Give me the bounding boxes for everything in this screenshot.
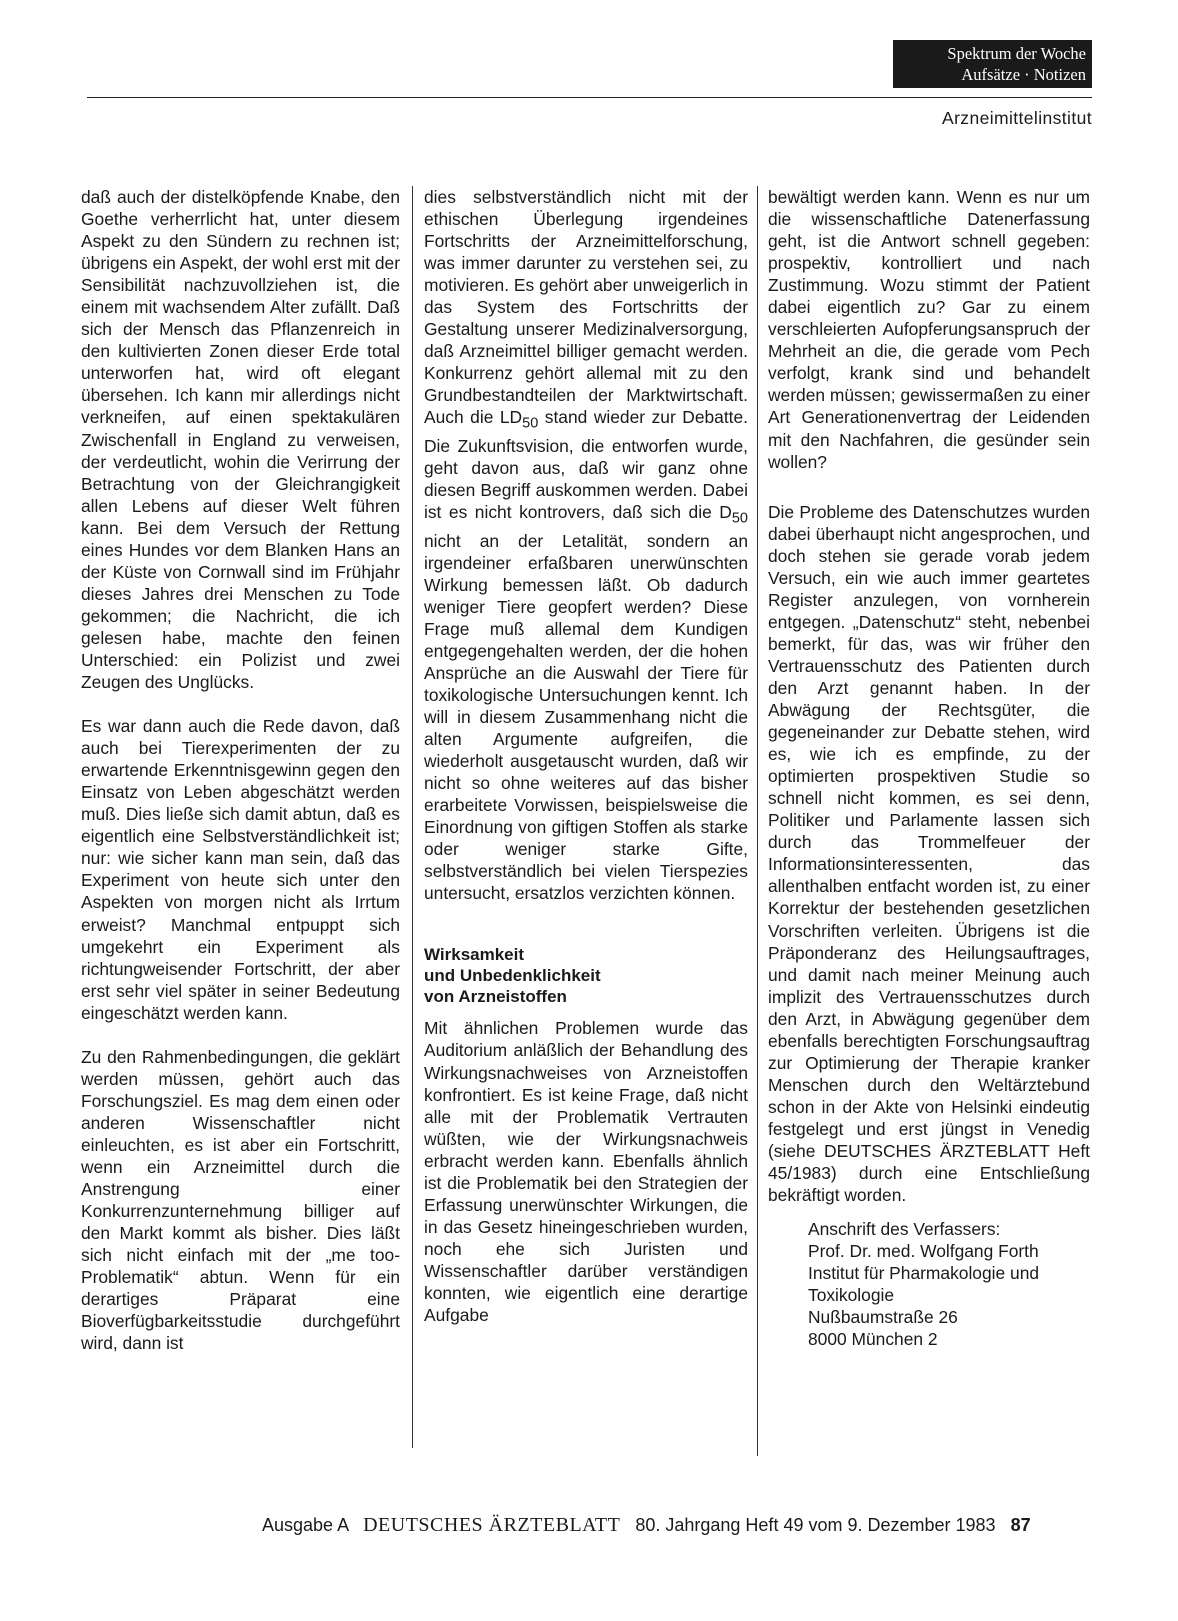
paragraph: Es war dann auch die Rede davon, daß auch bei Tierexperimenten der zu erwartende Erkenntnisgewinn gegen den Einsatz von Leben abgeschätzt werden muß. Dies ließe sich damit abtun, daß es eigentlich eine Selbstverständlichkeit ist; nur: wie sicher kann man sein, daß das Experiment von heute sich unter den Aspekten von morgen nicht als Irrtum erweist? Manchmal entpuppt sich umgekehrt ein Experiment als richtungweisender Fortschritt, der aber erst sehr viel später in seiner Bedeutung eingeschätzt werden kann. [81,716,400,1023]
text-column-2 [424,186,748,1326]
footer-issue: 80. Jahrgang Heft 49 vom 9. Dezember 1983 [635,1515,996,1535]
text-column-1 [81,186,400,1354]
header-badge-line1: Spektrum der Woche [947,44,1086,63]
subscript-50: 50 [522,415,539,432]
address-line: Nußbaumstraße 26 [808,1307,958,1328]
address-line: Prof. Dr. med. Wolfgang Forth [808,1241,1039,1262]
header-badge [893,40,1092,88]
address-label: Anschrift des Verfassers: [808,1219,1001,1240]
address-line: Institut für Pharmakologie und [808,1263,1040,1284]
paragraph: bewältigt werden kann. Wenn es nur um die wissenschaftliche Datenerfassung geht, ist die Antwort schnell gegeben: prospektiv, kontrolliert und nach Zustimmung. Wozu stimmt der Patient dabei eigentlich zu? Gar zu einem verschleierten Aufopferungsanspruch der Mehrheit an die, die gerade vom Pech verfolgt, krank sind und behandelt werden müssen; gewissermaßen zu einer Art Generationenvertrag der Leidenden mit den Nachfahren, die gesünder sein wollen? [768,187,1090,472]
page-footer [262,1514,1031,1537]
paragraph: Die Probleme des Datenschutzes wurden dabei überhaupt nicht angesprochen, und doch stehen sie gerade vorab jedem Versuch, ein wie auch immer geartetes Register anzulegen, von vornherein entgegen. „Datenschutz“ steht, nebenbei bemerkt, für das, was wir früher den Vertrauensschutz des Patienten durch den Arzt genannt haben. In der Abwägung der Rechtsgüter, die gegeneinander zur Debatte stehen, wird es, wie ich es empfinde, zu der optimierten prospektiven Studie so schnell nicht kommen, es sei denn, Politiker und Parlamente lassen sich durch das Trommelfeuer der Informationsinteressenten, das allenthalben entfacht worden ist, zu einer Korrektur der bestehenden gesetzlichen Vorschriften verleiten. Übrigens ist die Präponderanz des Heilungsauftrages, und damit nach meiner Meinung auch implizit des Vertrauensschutzes durch den Arzt, in Abwägung gegenüber dem ebenfalls berechtigten Forschungsauftrag zur Optimierung der Therapie kranker Menschen durch den Weltärztebund schon in der Akte von Helsinki eindeutig festgelegt und erst jüngst in Venedig (siehe DEUTSCHES ÄRZTEBLATT Heft 45/1983) durch eine Entschließung bekräftigt worden. [768,501,1090,1206]
author-address [808,1218,1090,1350]
section-label: Arzneimittelinstitut [942,108,1092,128]
paragraph: Mit ähnlichen Problemen wurde das Auditorium anläßlich der Behandlung des Wirkungsnachweises von Arzneistoffen konfrontiert. Es ist keine Frage, daß nicht alle mit der Problematik Vertrauten wüßten, wie der Wirkungsnachweis erbracht werden kann. Ebenfalls ähnlich ist die Problematik bei den Strategien der Erfassung unerwünschter Wirkungen, die in das Gesetz hineingeschrieben wurden, noch ehe sich Juristen und Wissenschaftler darüber verständigen konnten, wie eigentlich eine derartige Aufgabe [424,1018,748,1326]
text-column-3 [768,186,1090,1350]
footer-journal: DEUTSCHES ÄRZTEBLATT [363,1514,621,1536]
address-line: Toxikologie [808,1285,895,1306]
column-divider [412,186,413,1448]
header-rule [87,97,1092,98]
paragraph: dies selbstverständlich nicht mit der ethischen Überlegung irgendeines Fortschritts der Arzneimittelforschung, was immer darunter zu verstehen sei, zu motivieren. Es gehört aber unweigerlich in das System des Fortschritts der Gestaltung unserer Medizinalversorgung, daß Arzneimittel billiger gemacht werden. Konkurrenz gehört allemal mit zu den Grundbestandteilen der Marktwirtschaft. Auch die $LD_{50}$ stand wieder zur Debatte. Die Zukunftsvision, die entworfen wurde, geht davon aus, daß wir ganz ohne diesen Begriff auskommen werden. Dabei ist es nicht kontrovers, daß sich die $D_{50}$ nicht an der Letalität, sondern an irgendeiner erfaßbaren unerwünschten Wirkung bemessen läßt. Ob dadurch weniger Tiere geopfert werden? Diese Frage muß allemal dem Kundigen entgegengehalten werden, der die hohen Ansprüche an die Auswahl der Tiere für toxikologische Untersuchungen kennt. Ich will in diesem Zusammenhang nicht die alten Argumente aufgreifen, die wiederholt ausgetauscht wurden, daß wir nicht so ohne weiteres auf das bisher erarbeitete Vorwissen, beispielsweise die Einordnung von giftigen Stoffen als starke oder weniger starke Gifte, selbstverständlich bei vielen Tierspezies untersucht, ersatzlos verzichten können. [424,187,749,904]
paragraph: daß auch der distelköpfende Knabe, den Goethe verherrlicht hat, unter diesem Aspekt zu den Sündern zu rechnen ist; übrigens ein Aspekt, der wohl erst mit der Sensibilität nachzuvollziehen ist, die einem mit wachsendem Alter zufällt. Daß sich der Mensch das Pflanzenreich in den kultivierten Zonen dieser Erde total unterworfen hat, wird oft elegant übersehen. Ich kann mir allerdings nicht verkneifen, auf einen spektakulären Zwischenfall in England zu verweisen, der verdeutlicht, wohin die Verirrung der Betrachtung von der Gleichrangigkeit allen Lebens auf dieser Welt führen kann. Bei dem Versuch der Rettung eines Hundes vor dem Blanken Hans an der Küste von Cornwall sind im Frühjahr dieses Jahres drei Menschen zu Tode gekommen; die Nachricht, die ich gelesen habe, machte den feinen Unterschied: ein Polizist und zwei Zeugen des Unglücks. [81,187,400,693]
page-number: 87 [1010,1515,1031,1535]
column-divider [757,186,758,1456]
section-heading: Wirksamkeit und Unbedenklichkeit von Arzneistoffen [424,945,601,1007]
footer-edition: Ausgabe A [262,1515,349,1535]
subscript-50: 50 [731,510,748,527]
address-line: 8000 München 2 [808,1329,938,1350]
header-badge-line2: Aufsätze · Notizen [961,65,1086,84]
paragraph: Zu den Rahmenbedingungen, die geklärt werden müssen, gehört auch das Forschungsziel. Es mag dem einen oder anderen Wissenschaftler nicht einleuchten, es ist aber ein Fortschritt, wenn ein Arzneimittel durch die Anstrengung einer Konkurrenzunternehmung billiger auf den Markt kommt als bisher. Dies läßt sich nicht einfach mit der „me too-Problematik“ abtun. Wenn für ein derartiges Präparat eine Bioverfügbarkeitsstudie durchgeführt wird, dann ist [81,1046,400,1354]
